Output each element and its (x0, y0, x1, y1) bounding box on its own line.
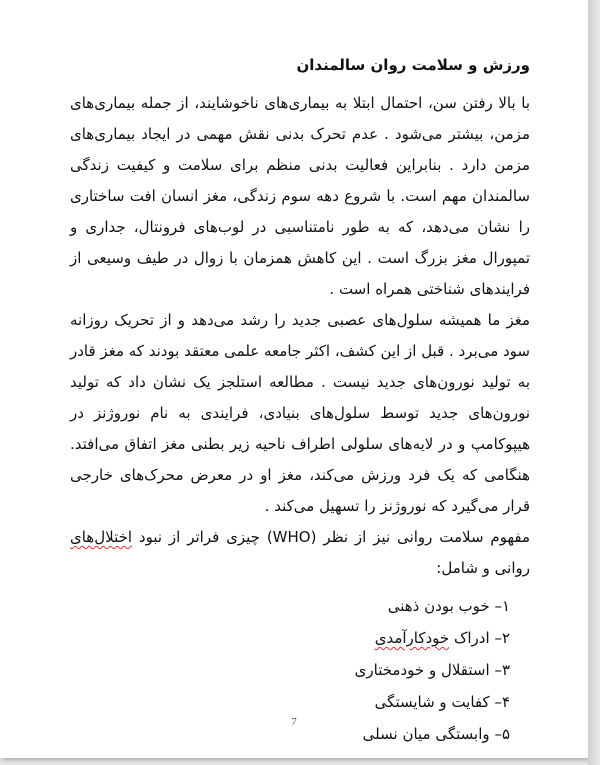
list-item-text: وابستگی میان نسلی (362, 725, 490, 743)
section-heading: ورزش و سلامت روان سالمندان (296, 56, 530, 74)
paragraph-1: با بالا رفتن سن، احتمال ابتلا به بیماری‌های ناخوشایند، از جمله بیماری‌های مزمن، بیشتر می‌شود . عدم تحرک بدنی نقش مهمی در ایجاد بیماری‌های مزمن دارد . بنابراین فعالیت بدنی منظم برای سلامت و کیفیت زندگی سالمندان مهم است. با شروع دهه سوم زندگی، مغز انسان افت ساختاری را نشان می‌دهد، که به طور نامتناسبی در لوب‌های فرونتال، جداری و تمپورال مغز بزرگ است . این کاهش همزمان با زوال در طیف وسیعی از فرایندهای شناختی همراه است . (70, 94, 530, 298)
list-item-number: ۴– (494, 693, 510, 711)
who-end-text: روانی و شامل: (436, 559, 530, 577)
list-item-text: کفایت و شایستگی (374, 693, 490, 711)
spellcheck-marked-word[interactable]: خودکارآمدی (374, 629, 450, 647)
page-number: 7 (291, 716, 297, 728)
list-item (70, 654, 510, 686)
page-edge-shadow (588, 0, 600, 765)
list-item-text: خوب بودن ذهنی (387, 597, 490, 615)
list-item-number: ۲– (494, 629, 510, 647)
spellcheck-marked-word[interactable]: اختلال‌های (70, 528, 133, 546)
who-intro-text: مفهوم سلامت روانی نیز از نظر (WHO) چیزی فراتر از نبود (138, 528, 530, 546)
paragraph-2: مغز ما همیشه سلول‌های عصبی جدید را رشد می‌دهد و از تحریک روزانه سود می‌برد . قبل از این کشف، اکثر جامعه علمی معتقد بودند که مغز قادر به تولید نورون‌های جدید نیست . مطالعه استلجز یک نشان داد که تولید نورون‌های جدید توسط سلول‌های بنیادی، فرایندی به نام نوروژنز در هیپوکامپ و در لایه‌های سلولی اطراف ناحیه زیر بطنی مغز اتفاق می‌افتد. هنگامی که یک فرد ورزش می‌کند، مغز او در معرض محرک‌های خارجی قرار می‌گیرد که نوروژنز را تسهیل می‌کند . (70, 311, 530, 515)
list-item-number: ۳– (494, 661, 510, 679)
paragraph-who (70, 522, 530, 584)
list-item (70, 622, 510, 654)
document-body (70, 52, 530, 750)
list-item (70, 686, 510, 718)
list-item-number: ۱– (494, 597, 510, 615)
list-item-number: ۵– (494, 725, 510, 743)
list-item-text: استقلال و خودمختاری (354, 661, 490, 679)
list-item (70, 590, 510, 622)
list-item-text: ادراک (453, 629, 490, 647)
